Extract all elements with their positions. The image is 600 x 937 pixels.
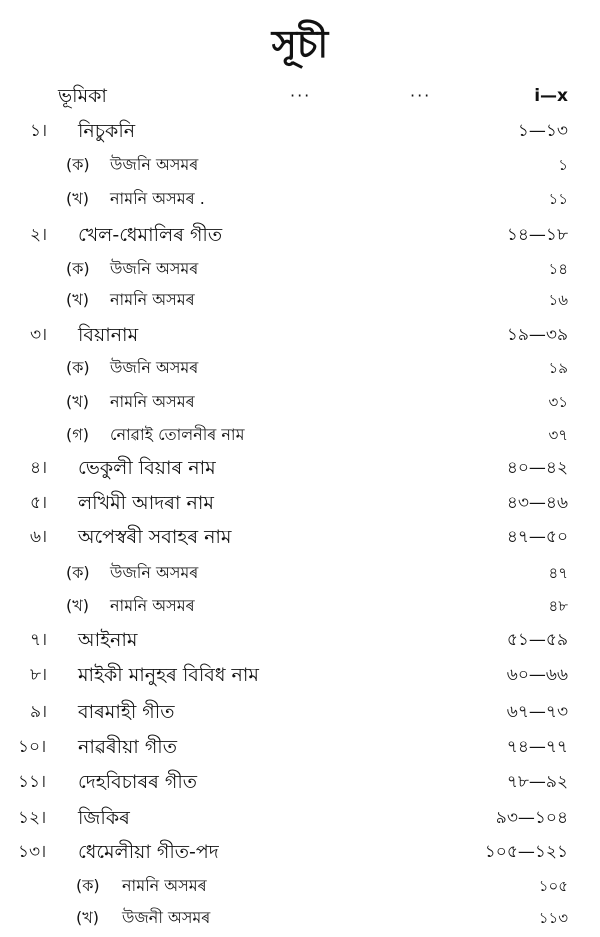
toc-sub-label: উজনি অসমৰ <box>110 358 199 377</box>
toc-sub-marker: (ক) <box>66 563 90 582</box>
toc-number: ৮। <box>30 665 48 685</box>
toc-page-number: ৩৭ <box>548 426 568 444</box>
toc-row <box>0 766 600 798</box>
toc-number: ১। <box>30 121 48 141</box>
toc-page-number: ১৬ <box>548 291 568 309</box>
toc-page-range: ১০৫—১২১ <box>484 842 568 862</box>
toc-subrow <box>0 386 600 418</box>
toc-subrow <box>0 902 600 934</box>
toc-number: ৪। <box>30 458 48 478</box>
toc-page-range: ১৯—৩৯ <box>506 325 568 345</box>
toc-sub-label: উজনি অসমৰ <box>110 259 199 278</box>
toc-subrow <box>0 557 600 589</box>
page-title: সূচী <box>271 22 329 66</box>
toc-row <box>0 319 600 351</box>
toc-page-range: ১—১৩ <box>517 121 568 141</box>
toc-sub-marker: (খ) <box>66 290 89 309</box>
toc-label: বিয়ানাম <box>78 324 139 346</box>
toc-page-range: ৪৭—৫০ <box>506 527 568 547</box>
toc-page-range: i—x <box>534 86 568 106</box>
toc-row <box>0 659 600 691</box>
toc-subrow <box>0 149 600 181</box>
toc-page-range: ৯৩—১০৪ <box>495 808 568 828</box>
toc-number: ৬। <box>30 527 48 547</box>
toc-subrow <box>0 284 600 316</box>
toc-sub-marker: (খ) <box>66 392 89 411</box>
toc-number: ৫। <box>30 493 48 513</box>
toc-label: ধেমেলীয়া গীত-পদ <box>78 841 219 863</box>
toc-subrow <box>0 870 600 902</box>
toc-number: ১০। <box>18 737 47 757</box>
toc-row <box>0 219 600 251</box>
toc-number: ৭। <box>30 630 48 650</box>
toc-label: লখিমী আদৰা নাম <box>78 492 214 514</box>
toc-intro-label: ভূমিকা <box>58 85 107 107</box>
toc-page-number: ১৯ <box>548 359 568 377</box>
toc-page-range: ১৪—১৮ <box>506 225 568 245</box>
toc-page-number: ১ <box>558 156 568 174</box>
toc-row-intro <box>0 80 600 112</box>
toc-row <box>0 624 600 656</box>
toc-row <box>0 452 600 484</box>
toc-page-range: ৬৭—৭৩ <box>506 702 568 722</box>
toc-row <box>0 696 600 728</box>
toc-page-number: ১১ <box>548 190 568 208</box>
toc-subrow <box>0 352 600 384</box>
toc-subrow <box>0 183 600 215</box>
toc-subrow <box>0 419 600 451</box>
toc-sub-label: নামনি অসমৰ <box>110 392 195 411</box>
toc-sub-marker: (ক) <box>66 259 90 278</box>
toc-leader-dots: ··· <box>290 86 312 105</box>
toc-subrow <box>0 253 600 285</box>
toc-page-range: ৫১—৫৯ <box>506 630 568 650</box>
toc-label: জিকিৰ <box>78 807 130 829</box>
toc-page-number: ১৪ <box>548 260 568 278</box>
toc-sub-marker: (গ) <box>66 425 89 444</box>
toc-label: মাইকী মানুহৰ বিবিধ নাম <box>78 664 259 686</box>
toc-sub-label: নামনি অসমৰ <box>110 596 195 615</box>
toc-label: নিচুকনি <box>78 120 136 142</box>
toc-row <box>0 487 600 519</box>
toc-sub-label: উজনী অসমৰ <box>122 908 211 927</box>
toc-page-number: ১১৩ <box>538 909 568 927</box>
toc-row <box>0 115 600 147</box>
toc-number: ১১। <box>18 772 47 792</box>
toc-page-range: ৪০—৪২ <box>506 458 568 478</box>
toc-sub-marker: (ক) <box>66 358 90 377</box>
toc-sub-marker: (ক) <box>76 876 100 895</box>
toc-label: দেহবিচাৰৰ গীত <box>78 771 198 793</box>
toc-label: ভেকুলী বিয়াৰ নাম <box>78 457 216 479</box>
toc-label: আইনাম <box>78 629 138 651</box>
toc-page-number: ৩১ <box>548 393 568 411</box>
toc-number: ১২। <box>18 808 47 828</box>
toc-sub-marker: (খ) <box>66 189 89 208</box>
toc-page-range: ৪৩—৪৬ <box>506 493 568 513</box>
toc-subrow <box>0 590 600 622</box>
toc-page-number: ১০৫ <box>538 877 568 895</box>
toc-number: ১৩। <box>18 842 47 862</box>
toc-sub-label: উজনি অসমৰ <box>110 563 199 582</box>
toc-label: খেল-ধেমালিৰ গীত <box>78 224 223 246</box>
toc-sub-label: নামনি অসমৰ <box>110 290 195 309</box>
toc-sub-marker: (খ) <box>76 908 99 927</box>
toc-row <box>0 521 600 553</box>
toc-leader-dots: ··· <box>410 86 432 105</box>
toc-sub-label: নোৱাই তোলনীৰ নাম <box>110 425 245 444</box>
toc-row <box>0 836 600 868</box>
toc-number: ২। <box>30 225 48 245</box>
toc-page-number: ৪৭ <box>548 564 568 582</box>
toc-sub-label: নামনি অসমৰ . <box>110 189 205 208</box>
toc-page-range: ৭৮—৯২ <box>506 772 568 792</box>
toc-page-number: ৪৮ <box>548 597 568 615</box>
toc-label: বাৰমাহী গীত <box>78 701 175 723</box>
toc-row <box>0 731 600 763</box>
toc-sub-label: উজনি অসমৰ <box>110 155 199 174</box>
toc-label: অপেস্বৰী সবাহৰ নাম <box>78 526 232 548</box>
toc-row <box>0 802 600 834</box>
toc-sub-marker: (ক) <box>66 155 90 174</box>
toc-page-range: ৬০—৬৬ <box>506 665 568 685</box>
toc-sub-label: নামনি অসমৰ <box>122 876 207 895</box>
toc-label: নাৱৰীয়া গীত <box>78 736 177 758</box>
toc-page-range: ৭৪—৭৭ <box>506 737 568 757</box>
toc-number: ৩। <box>30 325 48 345</box>
toc-number: ৯। <box>30 702 48 722</box>
toc-sub-marker: (খ) <box>66 596 89 615</box>
